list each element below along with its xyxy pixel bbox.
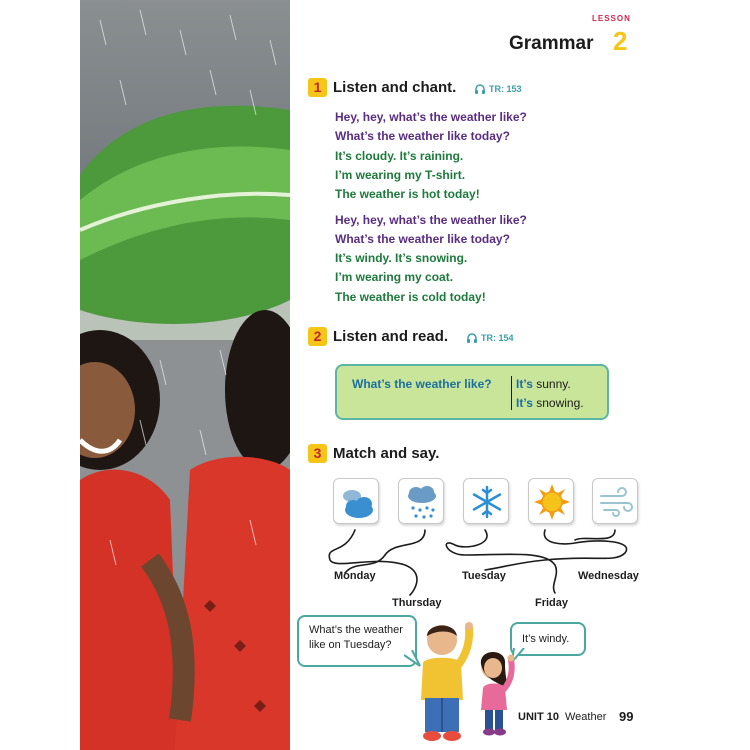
photo-illustration [80, 0, 290, 750]
children-illustration [415, 618, 525, 748]
section-2-title: Listen and read. [333, 328, 449, 345]
section-1-number: 1 [308, 78, 327, 97]
grammar-answer-2: It’s snowing. [516, 396, 584, 410]
day-label-thursday: Thursday [392, 597, 442, 609]
weather-card-windy[interactable] [592, 478, 638, 524]
page-title: Grammar [509, 33, 594, 54]
chant-line-3: It’s cloudy. It’s raining. [335, 149, 464, 163]
cloudy-icon [337, 482, 377, 522]
rain-photo [80, 0, 290, 750]
chant-line-1: Hey, hey, what’s the weather like? [335, 110, 527, 124]
chant-line-7: What’s the weather like today? [335, 232, 510, 246]
section-3-title: Match and say. [333, 445, 440, 462]
day-label-wednesday: Wednesday [578, 570, 639, 582]
day-label-monday: Monday [334, 570, 376, 582]
lesson-number: 2 [613, 26, 628, 56]
chant-line-4: I’m wearing my T-shirt. [335, 168, 466, 182]
day-label-tuesday: Tuesday [462, 570, 506, 582]
wind-icon [596, 482, 636, 522]
chant-line-8: It’s windy. It’s snowing. [335, 251, 468, 265]
weather-card-snow[interactable] [463, 478, 509, 524]
headphones-icon[interactable] [466, 332, 478, 344]
footer-topic: Weather [565, 711, 607, 723]
chant-line-5: The weather is hot today! [335, 187, 480, 201]
weather-card-cloudy[interactable] [333, 478, 379, 524]
lesson-label: LESSON [592, 14, 631, 23]
speech-bubble-answer: It’s windy. [510, 622, 586, 656]
weather-card-rain[interactable] [398, 478, 444, 524]
snowflake-icon [467, 482, 507, 522]
page-number: 99 [619, 709, 634, 724]
weather-card-sunny[interactable] [528, 478, 574, 524]
section-3-number: 3 [308, 444, 327, 463]
track-number-153: TR: 153 [489, 84, 522, 94]
chant-line-2: What’s the weather like today? [335, 129, 510, 143]
chant-line-9: I’m wearing my coat. [335, 270, 454, 284]
sun-icon [532, 482, 572, 522]
chant-line-10: The weather is cold today! [335, 290, 486, 304]
rain-icon [402, 482, 442, 522]
grammar-divider [511, 376, 512, 410]
chant-line-6: Hey, hey, what’s the weather like? [335, 213, 527, 227]
section-2-number: 2 [308, 327, 327, 346]
headphones-icon[interactable] [474, 83, 486, 95]
section-1-title: Listen and chant. [333, 79, 457, 96]
matching-lines [315, 525, 655, 605]
grammar-answer-1: It’s sunny. [516, 377, 571, 391]
speech-bubble-question: What’s the weather like on Tuesday? [297, 615, 417, 667]
track-number-154: TR: 154 [481, 333, 514, 343]
grammar-question: What’s the weather like? [352, 377, 492, 391]
grammar-box [335, 364, 609, 420]
day-label-friday: Friday [535, 597, 569, 609]
footer-unit: UNIT 10 [518, 711, 559, 723]
